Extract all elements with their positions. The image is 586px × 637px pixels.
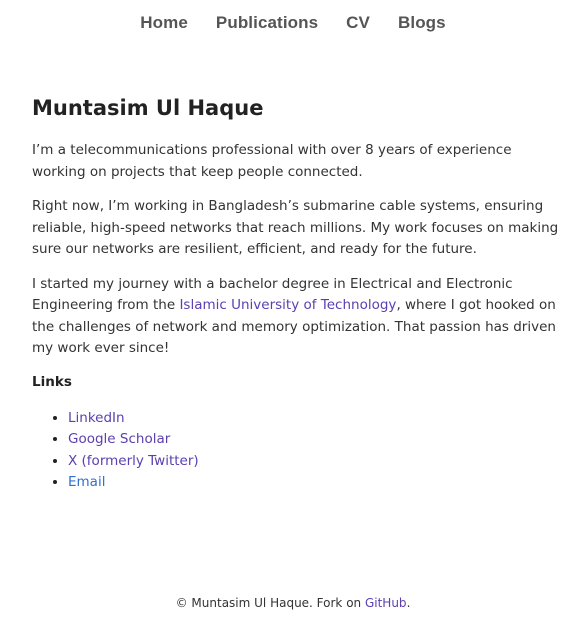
nav-publications[interactable]: Publications (215, 13, 319, 32)
list-item (68, 429, 562, 451)
list-item (68, 408, 562, 430)
email-link[interactable]: Email (68, 474, 106, 490)
intro-paragraph: I’m a telecommunications professional with over 8 years of experience working on projects that keep people connected. (32, 142, 512, 180)
nav-blogs[interactable]: Blogs (398, 13, 446, 32)
education-text-before: I started my journey with a bachelor degree in Electrical and Electronic Engineering from the (32, 275, 513, 313)
university-link[interactable]: Islamic University of Technology (179, 297, 397, 313)
list-item (68, 451, 562, 473)
footer-text-after: . (406, 596, 411, 610)
top-nav (0, 13, 586, 33)
education-text-after: , where I got hooked on the challenges of network and memory optimization. That passion has driven my work ever since! (32, 297, 556, 356)
list-item (68, 472, 562, 494)
nav-home[interactable]: Home (140, 13, 188, 32)
footer-text-before: © Muntasim Ul Haque. Fork on (175, 596, 365, 610)
github-link[interactable]: GitHub (364, 596, 407, 610)
main-content (32, 96, 562, 494)
linkedin-link[interactable]: LinkedIn (68, 409, 125, 426)
education-paragraph (32, 274, 562, 360)
nav-cv[interactable]: CV (346, 13, 370, 32)
google-scholar-link[interactable]: Google Scholar (68, 431, 171, 447)
links-list (32, 408, 562, 494)
twitter-link[interactable]: X (formerly Twitter) (68, 452, 199, 469)
current-work-paragraph: Right now, I’m working in Bangladesh’s submarine cable systems, ensuring reliable, high-speed networks that reach millions. My work focuses on making sure our networks are resilient, efficient, and ready for the future. (32, 198, 559, 257)
footer (0, 596, 586, 610)
page-title: Muntasim Ul Haque (32, 96, 264, 120)
links-heading: Links (32, 373, 72, 390)
